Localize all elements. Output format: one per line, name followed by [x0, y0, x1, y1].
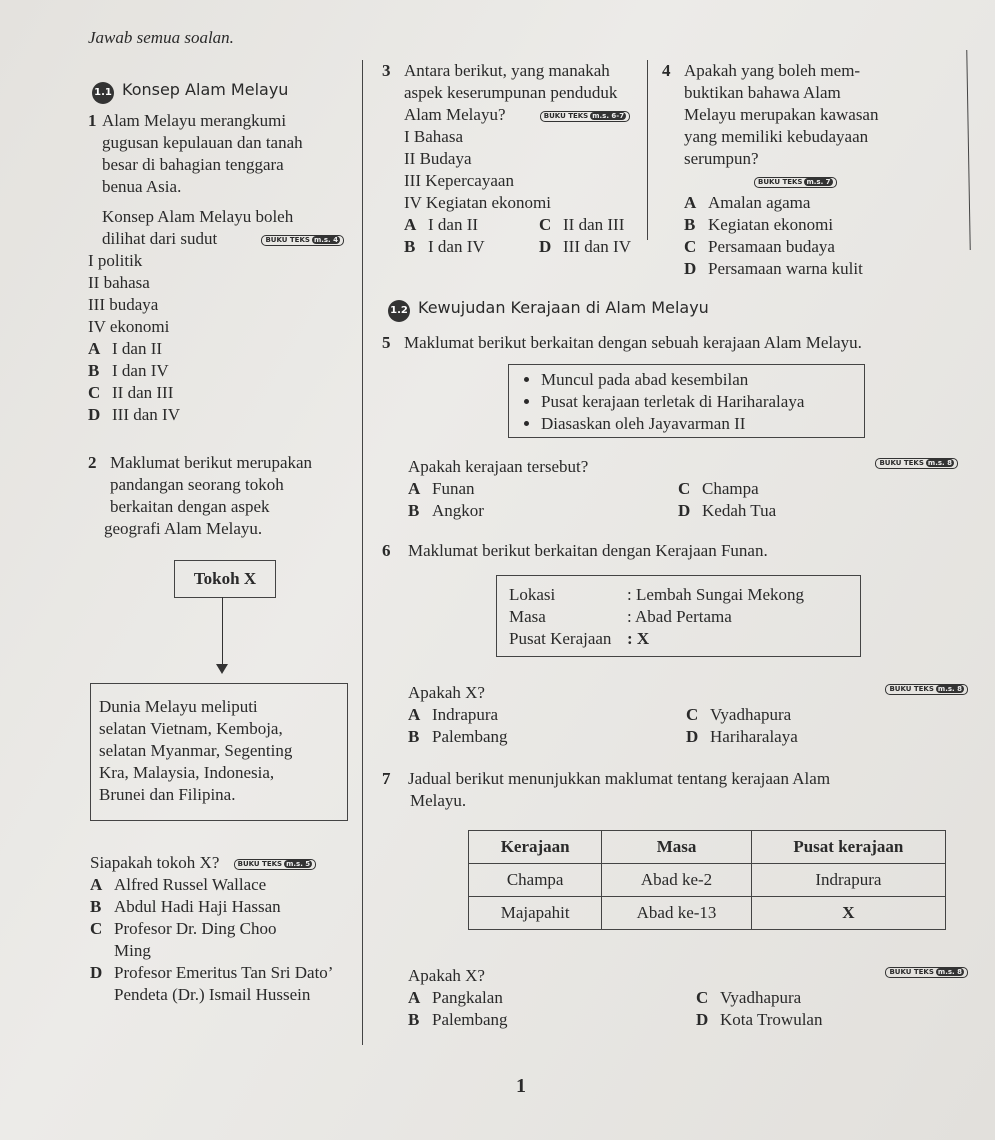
option-c[interactable]: C Vyadhapura: [696, 988, 802, 1007]
option-d[interactable]: D III dan IV: [88, 405, 180, 424]
option-a[interactable]: A Amalan agama: [684, 193, 811, 212]
quote-box: Dunia Melayu meliputi selatan Vietnam, Kemboja, selatan Myanmar, Segenting Kra, Malaysia, Indonesia, Brunei dan Filipina.: [90, 683, 348, 821]
question-2-options: Siapakah tokoh X? BUKU TEKS m.s. 5 A Alfred Russel Wallace B Abdul Hadi Haji Hassan C Profesor Dr. Ding Choo Ming D Profesor Emeritus Tan Sri Dato’ Pendeta (Dr.) Ismail Hussein: [90, 852, 352, 1006]
question-3: 3 Antara berikut, yang manakah aspek keserumpunan penduduk Alam Melayu? BUKU TEKS m.s. 6-7 I Bahasa II Budaya III Kepercayaan IV Kegiatan ekonomi A I dan II C II dan III B I dan IV D III dan IV: [382, 61, 631, 256]
page-number: 1: [516, 1075, 526, 1097]
option-a[interactable]: A Pangkalan: [408, 988, 503, 1007]
option-d[interactable]: D Kedah Tua: [678, 501, 777, 520]
option-b[interactable]: B Kegiatan ekonomi: [684, 215, 834, 234]
question-6: 6 Maklumat berikut berkaitan dengan Kerajaan Funan.: [382, 541, 768, 560]
option-c[interactable]: C II dan III: [88, 383, 174, 402]
option-d[interactable]: D Hariharalaya: [686, 727, 798, 746]
option-d[interactable]: D Persamaan warna kulit: [684, 259, 863, 278]
question-6-options: Apakah X? BUKU TEKS m.s. 8 A Indrapura C Vyadhapura B Palembang D Hariharalaya: [408, 682, 968, 748]
option-b[interactable]: B I dan IV: [88, 361, 169, 380]
option-c[interactable]: C Persamaan budaya: [684, 237, 835, 256]
option-a[interactable]: A Alfred Russel Wallace: [90, 875, 267, 894]
option-a[interactable]: A I dan II: [404, 215, 479, 234]
section-heading-1-2: 1.2 Kewujudan Kerajaan di Alam Melayu: [388, 298, 709, 322]
section-heading-1-1: 1.1 Konsep Alam Melayu: [92, 80, 288, 104]
option-c[interactable]: C Profesor Dr. Ding Choo Ming: [90, 919, 277, 960]
option-a[interactable]: A Indrapura: [408, 705, 499, 724]
table-row: Champa Abad ke-2 Indrapura: [469, 864, 946, 897]
info-box-q5: • Muncul pada abad kesembilan • Pusat kerajaan terletak di Hariharalaya • Diasaskan oleh Jayavarman II: [508, 364, 865, 438]
question-2: 2 Maklumat berikut merupakan pandangan seorang tokoh berkaitan dengan aspek geografi Alam Melayu.: [88, 453, 313, 538]
option-c[interactable]: C Champa: [678, 479, 759, 498]
table-row: Majapahit Abad ke-13 X: [469, 897, 946, 930]
question-5: 5 Maklumat berikut berkaitan dengan sebuah kerajaan Alam Melayu.: [382, 333, 862, 352]
arrow-down-icon: [216, 664, 228, 674]
option-d[interactable]: D Kota Trowulan: [696, 1010, 823, 1029]
option-b[interactable]: B Palembang: [408, 1010, 508, 1029]
option-d[interactable]: D Profesor Emeritus Tan Sri Dato’ Pendeta (Dr.) Ismail Hussein: [90, 963, 333, 1004]
option-b[interactable]: B Angkor: [408, 501, 484, 520]
tokoh-x-box: Tokoh X: [174, 560, 276, 598]
option-d[interactable]: D III dan IV: [539, 237, 631, 256]
question-7: 7 Jadual berikut menunjukkan maklumat tentang kerajaan Alam Melayu.: [382, 769, 831, 810]
kingdom-table: Kerajaan Masa Pusat kerajaan Champa Abad ke-2 Indrapura Majapahit Abad ke-13 X: [468, 830, 946, 930]
option-b[interactable]: B Abdul Hadi Haji Hassan: [90, 897, 281, 916]
option-c[interactable]: C II dan III: [539, 215, 625, 234]
question-1: 1 Alam Melayu merangkumi gugusan kepulauan dan tanah besar di bahagian tenggara benua Asia. Konsep Alam Melayu boleh dilihat dari sudut BUKU TEKS m.s. 4 I politik II bahasa III budaya IV ekonomi A I dan II B I dan IV C II dan III D III dan IV: [88, 110, 348, 426]
question-4: 4 Apakah yang boleh mem- buktikan bahawa Alam Melayu merupakan kawasan yang memiliki kebudayaan serumpun? BUKU TEKS m.s. 7 A Amalan agama B Kegiatan ekonomi C Persamaan budaya D Persamaan warna kulit: [662, 60, 912, 280]
info-box-q6: Lokasi : Lembah Sungai Mekong Masa : Abad Pertama Pusat Kerajaan : X: [496, 575, 861, 657]
option-c[interactable]: C Vyadhapura: [686, 705, 792, 724]
option-b[interactable]: B Palembang: [408, 727, 508, 746]
option-a[interactable]: A Funan: [408, 479, 475, 498]
option-a[interactable]: A I dan II: [88, 339, 163, 358]
question-5-options: Apakah kerajaan tersebut? BUKU TEKS m.s. 8 A Funan C Champa B Angkor D Kedah Tua: [408, 456, 968, 522]
instruction: Jawab semua soalan.: [88, 28, 234, 47]
question-7-options: Apakah X? BUKU TEKS m.s. 8 A Pangkalan C Vyadhapura B Palembang D Kota Trowulan: [408, 965, 968, 1031]
option-b[interactable]: B I dan IV: [404, 237, 485, 256]
